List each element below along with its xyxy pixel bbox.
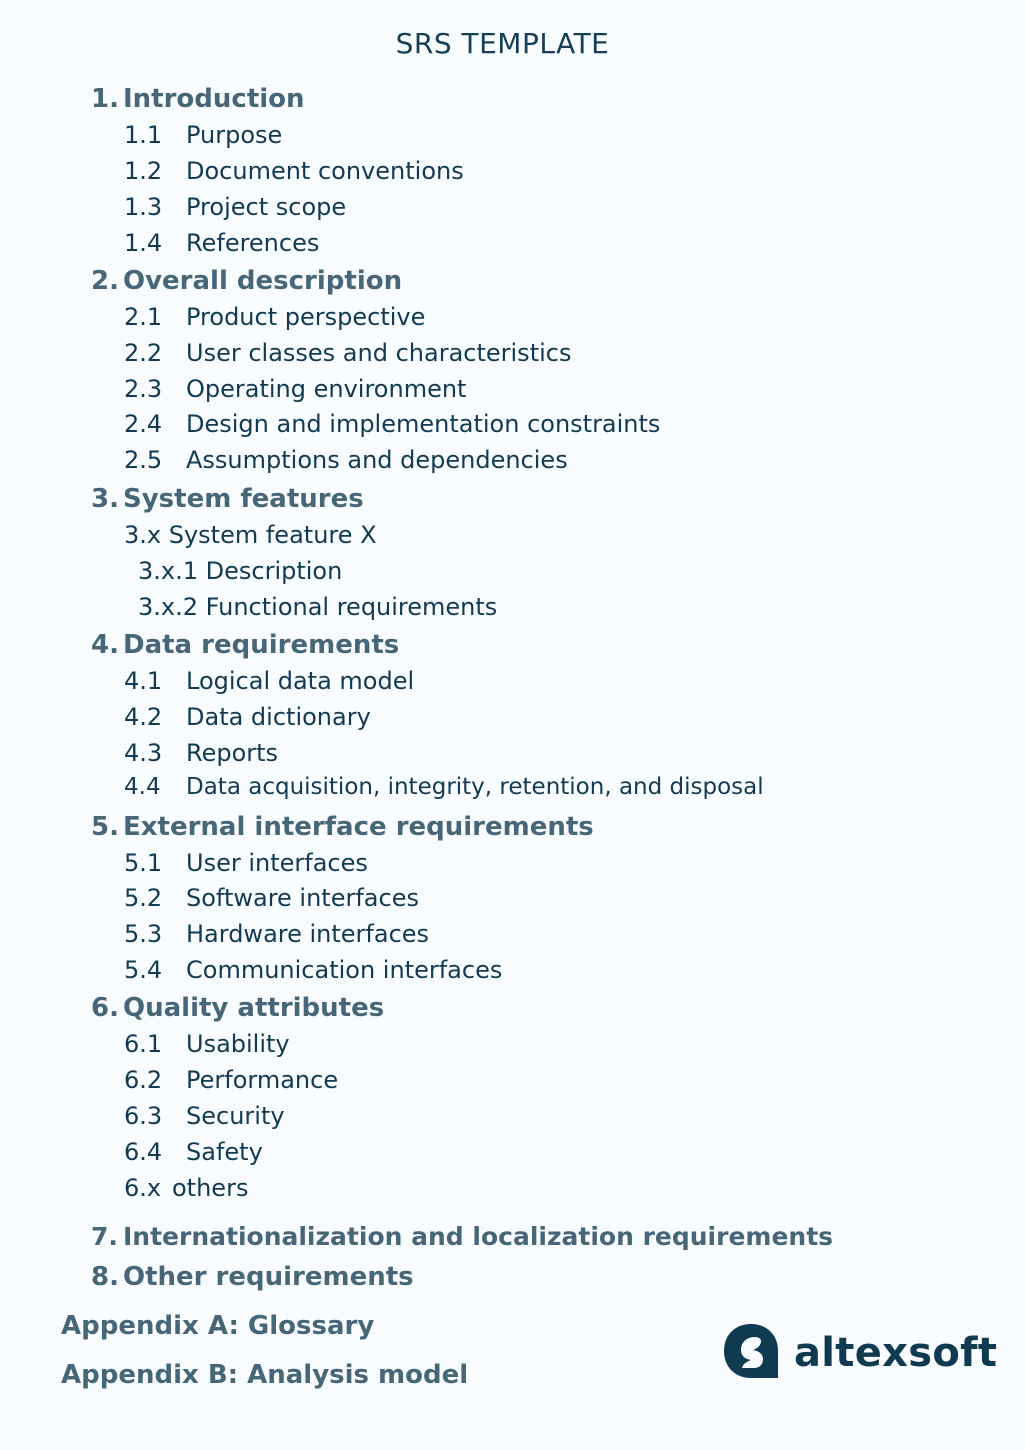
item-number: 4.2	[124, 703, 163, 731]
item-number: 2.4	[124, 410, 163, 438]
item-label: Hardware interfaces	[186, 920, 430, 948]
appendix-b: Appendix B: Analysis model	[61, 1360, 469, 1390]
toc-item: 3.x.2 Functional requirements	[138, 593, 498, 621]
item-number: 4.1	[124, 667, 163, 695]
item-label: Performance	[186, 1066, 339, 1094]
item-label: others	[172, 1174, 249, 1202]
toc-item	[124, 375, 466, 403]
section-title: Other requirements	[123, 1262, 414, 1292]
toc-item	[124, 884, 419, 912]
item-number: 5.4	[124, 956, 163, 984]
item-number: 2.5	[124, 446, 163, 474]
toc-item	[124, 703, 371, 731]
toc-item	[124, 956, 502, 984]
item-label: Project scope	[186, 193, 347, 221]
section-title: Introduction	[123, 84, 305, 114]
section-number: 2.	[91, 266, 119, 296]
section-3-heading	[91, 484, 364, 514]
item-number: 4.3	[124, 739, 163, 767]
item-label: Usability	[186, 1030, 290, 1058]
toc-item: 3.x.1 Description	[138, 557, 343, 585]
item-number: 2.1	[124, 303, 163, 331]
toc-item	[124, 121, 282, 149]
item-number: 6.3	[124, 1102, 163, 1130]
item-label: User classes and characteristics	[186, 339, 572, 367]
section-title: External interface requirements	[123, 812, 594, 842]
toc-item	[124, 339, 571, 367]
section-title: Quality attributes	[123, 993, 385, 1023]
section-4-heading	[91, 630, 399, 660]
section-2-heading	[91, 266, 402, 296]
item-number: 1.3	[124, 193, 163, 221]
item-number: 1.4	[124, 229, 163, 257]
toc-item	[124, 849, 368, 877]
toc-item: 3.x System feature X	[124, 521, 377, 549]
item-label: Communication interfaces	[186, 956, 503, 984]
toc-item	[124, 193, 346, 221]
toc-item	[124, 1030, 290, 1058]
section-7-heading	[91, 1222, 833, 1251]
section-number: 5.	[91, 812, 119, 842]
toc-item	[124, 1102, 285, 1130]
section-number: 4.	[91, 630, 119, 660]
toc-item	[124, 410, 660, 438]
toc-item	[124, 774, 764, 800]
item-label: Document conventions	[186, 157, 464, 185]
toc-item	[124, 739, 278, 767]
toc-item	[124, 446, 568, 474]
item-number: 4.4	[124, 774, 161, 800]
item-label: Data dictionary	[186, 703, 371, 731]
item-number: 6.1	[124, 1030, 163, 1058]
appendix-a: Appendix A: Glossary	[61, 1311, 375, 1341]
section-title: Overall description	[123, 266, 403, 296]
item-label: Logical data model	[186, 667, 415, 695]
toc-item	[124, 303, 425, 331]
item-number: 6.4	[124, 1138, 163, 1166]
item-label: Security	[186, 1102, 285, 1130]
item-label: User interfaces	[186, 849, 368, 877]
section-number: 7.	[91, 1222, 118, 1251]
section-6-heading	[91, 993, 384, 1023]
section-number: 6.	[91, 993, 119, 1023]
toc-item	[124, 1138, 263, 1166]
item-number: 6.x	[124, 1174, 162, 1202]
item-label: Product perspective	[186, 303, 426, 331]
toc-item	[124, 157, 464, 185]
section-number: 1.	[91, 84, 119, 114]
item-number: 2.2	[124, 339, 163, 367]
toc-item	[124, 920, 429, 948]
item-label: Data acquisition, integrity, retention, and disposal	[186, 774, 764, 800]
item-label: References	[186, 229, 320, 257]
section-title: System features	[123, 484, 364, 514]
item-number: 5.1	[124, 849, 163, 877]
item-number: 2.3	[124, 375, 163, 403]
item-number: 6.2	[124, 1066, 163, 1094]
toc-item	[124, 229, 319, 257]
section-title: Data requirements	[123, 630, 400, 660]
section-5-heading	[91, 812, 594, 842]
toc-item	[124, 1174, 248, 1202]
item-number: 5.3	[124, 920, 163, 948]
toc-item	[124, 1066, 338, 1094]
section-number: 3.	[91, 484, 119, 514]
section-number: 8.	[91, 1262, 119, 1292]
altexsoft-logo-text: altexsoft	[794, 1330, 998, 1376]
item-number: 5.2	[124, 884, 163, 912]
item-number: 1.2	[124, 157, 163, 185]
item-label: Software interfaces	[186, 884, 419, 912]
altexsoft-logo-icon	[722, 1322, 780, 1384]
toc-item	[124, 667, 414, 695]
item-number: 1.1	[124, 121, 163, 149]
item-label: Reports	[186, 739, 279, 767]
section-1-heading	[91, 84, 305, 114]
section-title: Internationalization and localization requirements	[123, 1222, 834, 1251]
item-label: Purpose	[186, 121, 283, 149]
item-label: Design and implementation constraints	[186, 410, 661, 438]
item-label: Safety	[186, 1138, 263, 1166]
item-label: Assumptions and dependencies	[186, 446, 568, 474]
item-label: Operating environment	[186, 375, 467, 403]
altexsoft-logo	[722, 1322, 997, 1384]
page-title: SRS TEMPLATE	[395, 27, 610, 60]
section-8-heading	[91, 1262, 414, 1292]
